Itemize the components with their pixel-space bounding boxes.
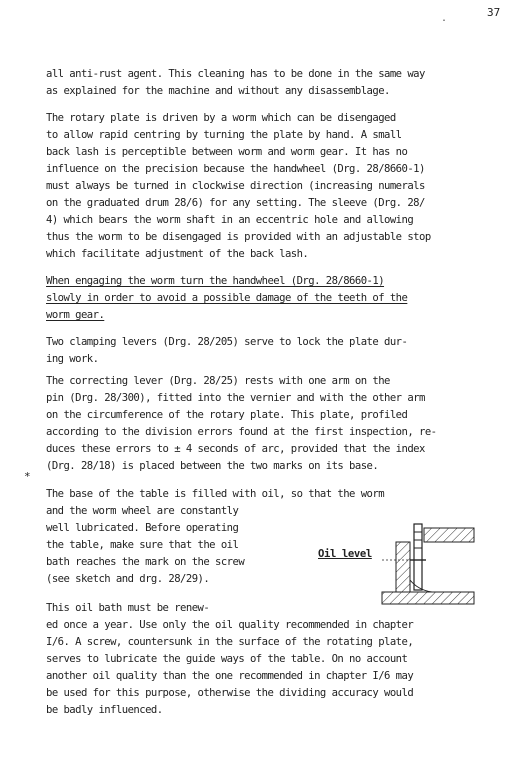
text-line: The base of the table is filled with oil, so that the worm [46, 488, 385, 500]
text-line: back lash is perceptible between worm and worm gear. It has no [46, 146, 408, 158]
paragraph-3-warning [46, 273, 486, 324]
text-line: thus the worm to be disengaged is provided with an adjustable stop [46, 231, 431, 243]
underlined-text-line: When engaging the worm turn the handwheel (Drg. 28/8660-1) [46, 275, 385, 287]
text-line: (Drg. 28/18) is placed between the two marks on its base. [46, 460, 379, 472]
margin-star-mark: * [24, 470, 31, 483]
text-line: The correcting lever (Drg. 28/25) rests with one arm on the [46, 375, 390, 387]
text-line: according to the division errors found at the first inspection, re- [46, 426, 437, 438]
paragraph-4 [46, 334, 486, 368]
underlined-text-line: slowly in order to avoid a possible damage of the teeth of the [46, 292, 408, 304]
paragraph-5 [46, 373, 486, 475]
text-line: duces these errors to ± 4 seconds of arc, provided that the index [46, 443, 425, 455]
oil-bath-sketch [380, 520, 475, 605]
text-line: and the worm wheel are constantly [46, 505, 239, 517]
page-number: 37 [487, 6, 501, 19]
text-line: on the circumference of the rotary plate. This plate, profiled [46, 409, 408, 421]
text-line: ing work. [46, 353, 99, 365]
text-line: 4) which bears the worm shaft in an eccentric hole and allowing [46, 214, 414, 226]
paragraph-1 [46, 66, 486, 100]
text-line: which facilitate adjustment of the back lash. [46, 248, 309, 260]
text-line: Two clamping levers (Drg. 28/205) serve to lock the plate dur- [46, 336, 408, 348]
text-line: to allow rapid centring by turning the plate by hand. A small [46, 129, 402, 141]
text-line: all anti-rust agent. This cleaning has to be done in the same way [46, 68, 425, 80]
text-line: be used for this purpose, otherwise the dividing accuracy would [46, 687, 414, 699]
rotary-plate-section [424, 528, 474, 542]
paragraph-7 [46, 600, 486, 719]
oil-level-label: Oil level [318, 548, 372, 560]
text-line: the table, make sure that the oil [46, 539, 239, 551]
base-wall-section [396, 542, 410, 592]
text-line: be badly influenced. [46, 704, 163, 716]
text-line: The rotary plate is driven by a worm which can be disengaged [46, 112, 396, 124]
text-line: on the graduated drum 28/6) for any setting. The sleeve (Drg. 28/ [46, 197, 425, 209]
text-line: as explained for the machine and without any disassemblage. [46, 85, 390, 97]
text-line: must always be turned in clockwise direction (increasing numerals [46, 180, 425, 192]
text-line: influence on the precision because the handwheel (Drg. 28/8660-1) [46, 163, 425, 175]
paragraph-2 [46, 110, 486, 263]
text-line: I/6. A screw, countersunk in the surface of the rotating plate, [46, 636, 414, 648]
underlined-text-line: worm gear. [46, 309, 105, 321]
margin-dot: . [441, 13, 448, 24]
text-line: This oil bath must be renew- [46, 602, 210, 614]
text-line: (see sketch and drg. 28/29). [46, 573, 210, 585]
text-line: serves to lubricate the guide ways of the table. On no account [46, 653, 408, 665]
text-line: pin (Drg. 28/300), fitted into the vernier and with the other arm [46, 392, 425, 404]
oil-screw [414, 524, 422, 590]
text-line: bath reaches the mark on the screw [46, 556, 245, 568]
text-line: another oil quality than the one recommended in chapter I/6 may [46, 670, 414, 682]
text-line: ed once a year. Use only the oil quality recommended in chapter [46, 619, 414, 631]
text-line: well lubricated. Before operating [46, 522, 239, 534]
base-floor-section [382, 592, 474, 604]
